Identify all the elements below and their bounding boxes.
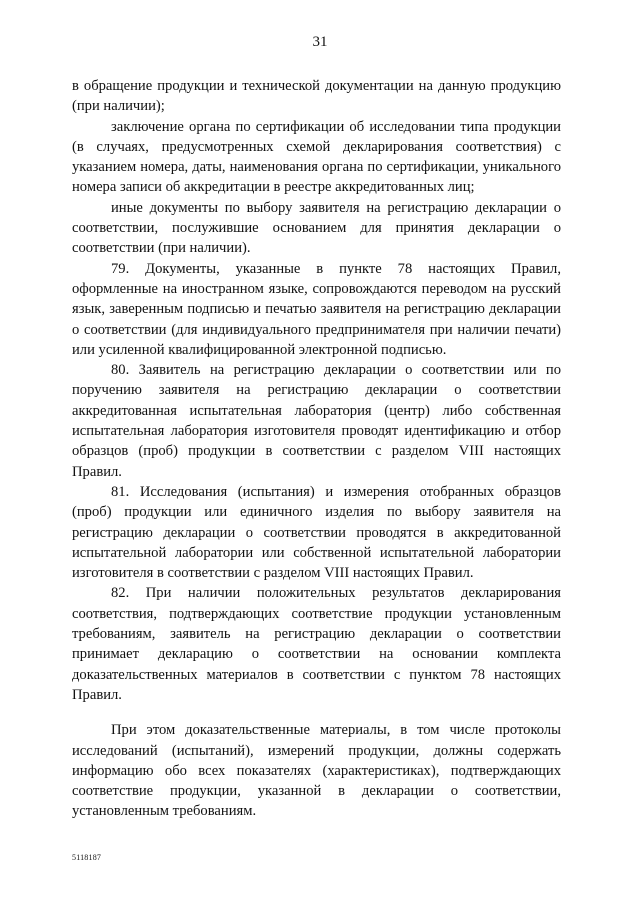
document-code: 5118187 [72,853,102,862]
document-body [72,76,561,822]
paragraph-evidence-materials: При этом доказательственные материалы, в том числе протоколы исследований (испытаний), измерений продукции, должны содержать информацию обо всех показателях (характеристиках), подтверждающих соответствие продукции, указанной в декларации о соответствии, установленным требованиям. [72,722,561,820]
paragraph-item-82: 82. При наличии положительных результатов декларирования соответствия, подтверждающих соответствие продукции установленным требованиям, заявитель на регистрацию декларации о соответствии принимает декларацию о соответствии на основании комплекта доказательственных материалов в соответствии с пунктом 78 настоящих Правил. [72,585,561,703]
paragraph-other-documents: иные документы по выбору заявителя на регистрацию декларации о соответствии, послужившие основанием для принятия декларации о соответствии (при наличии). [72,199,561,257]
paragraph-item-79: 79. Документы, указанные в пункте 78 настоящих Правил, оформленные на иностранном языке, сопровождаются переводом на русский язык, заверенным подписью и печатью заявителя на регистрацию декларации о соответствии (для индивидуального предпринимателя при наличии печати) или усиленной квалифицированной электронной подписью. [72,260,561,358]
paragraph-continuation: в обращение продукции и технической документации на данную продукцию (при наличии); [72,78,561,115]
page-number: 31 [312,34,328,50]
paragraph-item-80: 80. Заявитель на регистрацию декларации о соответствии или по поручению заявителя на регистрацию декларации о соответствии аккредитованная испытательная лаборатория (центр) либо собственная испытательная лаборатория изготовителя проводят идентификацию и отбор образцов (проб) продукции в соответствии с разделом VIII настоящих Правил. [72,362,561,480]
paragraph-certification-conclusion: заключение органа по сертификации об исследовании типа продукции (в случаях, предусмотренных схемой декларирования соответствия) с указанием номера, даты, наименования органа по сертификации, уникального номера записи об аккредитации в реестре аккредитованных лиц; [72,118,561,196]
paragraph-item-81: 81. Исследования (испытания) и измерения отобранных образцов (проб) продукции или единичного изделия по выбору заявителя на регистрацию декларации о соответствии проводятся в аккредитованной испытательной лаборатории или собственной испытательной лаборатории изготовителя в соответствии с разделом VIII настоящих Правил. [72,483,561,582]
